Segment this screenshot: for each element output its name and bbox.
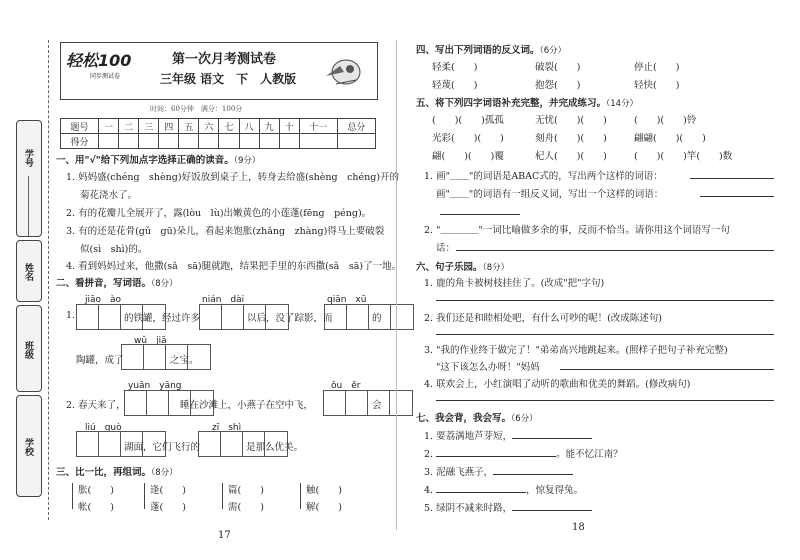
pinyin-2: nián dài	[202, 295, 245, 305]
idiom-item[interactable]: 光彩( )( )	[432, 133, 504, 144]
s6-q1-answer[interactable]	[436, 300, 774, 301]
pinyin-5: yuān yāng	[128, 381, 182, 391]
brace-4	[300, 483, 305, 509]
s2-text-1c: 以后，没了踪影，而	[247, 313, 333, 324]
compare-item[interactable]: 逢( )	[150, 485, 186, 496]
score-table-row: 题号 一 二 三 四 五 六 七 八 九 十 十一 总分	[61, 119, 376, 134]
s7-item-2: 2. 。能不忆江南？	[424, 449, 623, 460]
section-7-title: 七、我会背，我会写。（6分）	[416, 413, 538, 424]
antonym-item[interactable]: 轻蔑( )	[432, 80, 478, 91]
compare-item[interactable]: 帐( )	[78, 502, 114, 513]
s5-q1a: 1. 画"＿＿"的词语是ABAC式的，写出两个这样的词语：	[424, 171, 663, 182]
pinyin-1: jiāo ào	[85, 295, 122, 305]
s2-text-3c: 会	[372, 400, 382, 411]
s5-q2a: 2. "＿＿＿＿"一词比喻做多余的事，反而不恰当。请你用这个词语写一句	[424, 225, 730, 236]
s7-item-5: 5. 绿阴不减来时路，	[424, 500, 592, 514]
s2-text-2b: 之宝。	[170, 355, 199, 366]
s2-text-1d: 的	[372, 313, 382, 324]
binding-line	[48, 40, 49, 520]
section-5-title: 五、将下列四字词语补充完整，并完成练习。（14分）	[416, 98, 639, 109]
exam-meta: 时间：60分钟 满分：100分	[150, 105, 243, 113]
score-table-row: 得分	[61, 134, 376, 149]
s6-q2-answer[interactable]	[436, 334, 774, 335]
idiom-item[interactable]: 刻舟( )( )	[535, 133, 607, 144]
s5-q2-answer[interactable]	[456, 250, 774, 251]
s6-q4: 4. 联欢会上，小红演唱了动听的歌曲和优美的舞蹈。(修改病句)	[424, 379, 691, 390]
student-id-cell	[16, 120, 42, 237]
s7-item-3: 3. 泥融飞燕子，	[424, 464, 573, 478]
pinyin-8: zī shì	[212, 423, 242, 433]
antonym-item[interactable]: 抱怨( )	[535, 80, 581, 91]
class-label: 班级	[23, 341, 33, 359]
name-label: 姓名	[23, 263, 33, 281]
compare-item[interactable]: 解( )	[306, 502, 342, 513]
s5-q1b: 画"＿＿"的词语有一组反义词，写出一个这样的词语：	[436, 189, 664, 200]
s1-line-3: 2. 有的花瓣儿全展开了，露(lòu lù)出嫩黄色的小莲蓬(fēng péng)。	[66, 208, 372, 219]
s1-line-6: 4. 看到妈妈过来，他撒(sǎ sā)腿就跑，结果把手里的东西撒(sǎ sā)了一地。	[66, 261, 402, 272]
s1-line-4: 3. 有的还是花骨(gǔ gū)朵儿，看起来饱胀(zhǎng zhàng)得马上要破裂	[66, 226, 385, 237]
exam-title: 第一次月考测试卷	[172, 52, 277, 67]
s5-q1b-answer[interactable]	[700, 196, 774, 197]
s7-item-4: 4. ，惊复得兔。	[424, 485, 584, 496]
s1-line-1: 1. 妈妈盛(chéng shèng)好饭放到桌子上，转身去给盛(shèng chéng)开的	[66, 172, 400, 183]
section-2-title: 二、看拼音，写词语。（8分）	[56, 278, 178, 289]
s6-q4-answer[interactable]	[436, 400, 774, 401]
compare-item[interactable]: 触( )	[306, 485, 342, 496]
compare-item[interactable]: 胀( )	[78, 485, 114, 496]
s2-text-4a: 湖面，它们飞行的	[124, 442, 201, 453]
s5-q1c-answer[interactable]	[440, 214, 520, 215]
s5-q1a-answer[interactable]	[690, 178, 774, 179]
idiom-item[interactable]: ( )( )铃	[634, 115, 697, 126]
decoration-illustration	[318, 52, 366, 95]
exam-subtitle: 三年级 语文 下 人教版	[160, 72, 297, 86]
section-1-title: 一、用"√"给下列加点字选择正确的读音。（9分）	[56, 155, 261, 166]
section-3-title: 三、比一比，再组词。（8分）	[56, 467, 178, 478]
name-cell	[16, 240, 42, 302]
antonym-item[interactable]: 轻柔( )	[432, 62, 478, 73]
antonym-item[interactable]: 破裂( )	[535, 62, 581, 73]
section-6-title: 六、句子乐园。（8分）	[416, 262, 510, 273]
antonym-item[interactable]: 停止( )	[634, 62, 680, 73]
student-id-label: 学号	[23, 149, 33, 167]
s6-q1: 1. 鹿的角卡被树枝挂住了。(改成"把"字句)	[424, 278, 605, 289]
s2-text-3a: 2. 春天来了，	[66, 400, 126, 411]
s2-text-2a: 陶罐，成了	[76, 355, 124, 366]
pinyin-3: qiān xū	[327, 295, 367, 305]
brand-logo: 轻松100 同步测试卷	[66, 51, 132, 80]
write-box-3[interactable]	[324, 304, 414, 330]
idiom-item[interactable]: 杞人( )( )	[535, 151, 607, 162]
school-label: 学校	[23, 438, 33, 456]
write-box-6[interactable]	[323, 390, 413, 416]
compare-item[interactable]: 篇( )	[228, 485, 264, 496]
s5-q2b: 话：	[436, 243, 456, 254]
idiom-item[interactable]: 翩翩( )( )	[634, 133, 706, 144]
s1-line-5: 似(sì shì)的。	[80, 244, 148, 255]
s2-text-3b: 睡在沙滩上，小燕子在空中飞，	[180, 400, 314, 411]
brace-1	[72, 483, 77, 509]
compare-item[interactable]: 蓬( )	[150, 502, 186, 513]
s2-text-1a: 1.	[66, 310, 76, 321]
s6-q3b: "这下该怎么办呀！"妈妈	[436, 362, 540, 373]
s2-text-1b: 的铁罐，经过许多	[124, 313, 201, 324]
idiom-item[interactable]: 无忧( )( )	[535, 115, 607, 126]
pinyin-6: ǒu ěr	[331, 381, 361, 391]
idiom-item[interactable]: 翩( )( )覆	[432, 151, 504, 162]
page-number-left: 17	[218, 530, 231, 541]
s1-line-2: 菊花浇水了。	[80, 190, 138, 201]
pinyin-7: liú guò	[85, 423, 122, 433]
class-cell	[16, 305, 42, 392]
score-table	[60, 118, 376, 149]
page-divider	[396, 40, 397, 530]
section-4-title: 四、写出下列词语的反义词。（6分）	[416, 45, 567, 56]
s7-item-1: 1. 要荔满地芦芽短，	[424, 428, 592, 442]
idiom-item[interactable]: ( )( )竿( )数	[634, 151, 733, 162]
school-cell	[16, 395, 42, 497]
antonym-item[interactable]: 轻快( )	[634, 80, 680, 91]
s6-q3a: 3. "我的作业终于做完了！"弟弟高兴地跳起来。(照样子把句子补充完整)	[424, 345, 728, 356]
s6-q2: 2. 我们还是和睦相处吧，有什么可吵的呢！(改成陈述句)	[424, 313, 662, 324]
page-number-right: 18	[572, 522, 585, 533]
pinyin-4: wǔ jiā	[134, 336, 167, 346]
compare-item[interactable]: 需( )	[228, 502, 264, 513]
idiom-item[interactable]: ( )( )孤孤	[432, 115, 504, 126]
s6-q3-answer[interactable]	[560, 369, 774, 370]
brace-3	[222, 483, 227, 509]
s2-text-4b: 是那么优美。	[246, 442, 304, 453]
brace-2	[144, 483, 149, 509]
